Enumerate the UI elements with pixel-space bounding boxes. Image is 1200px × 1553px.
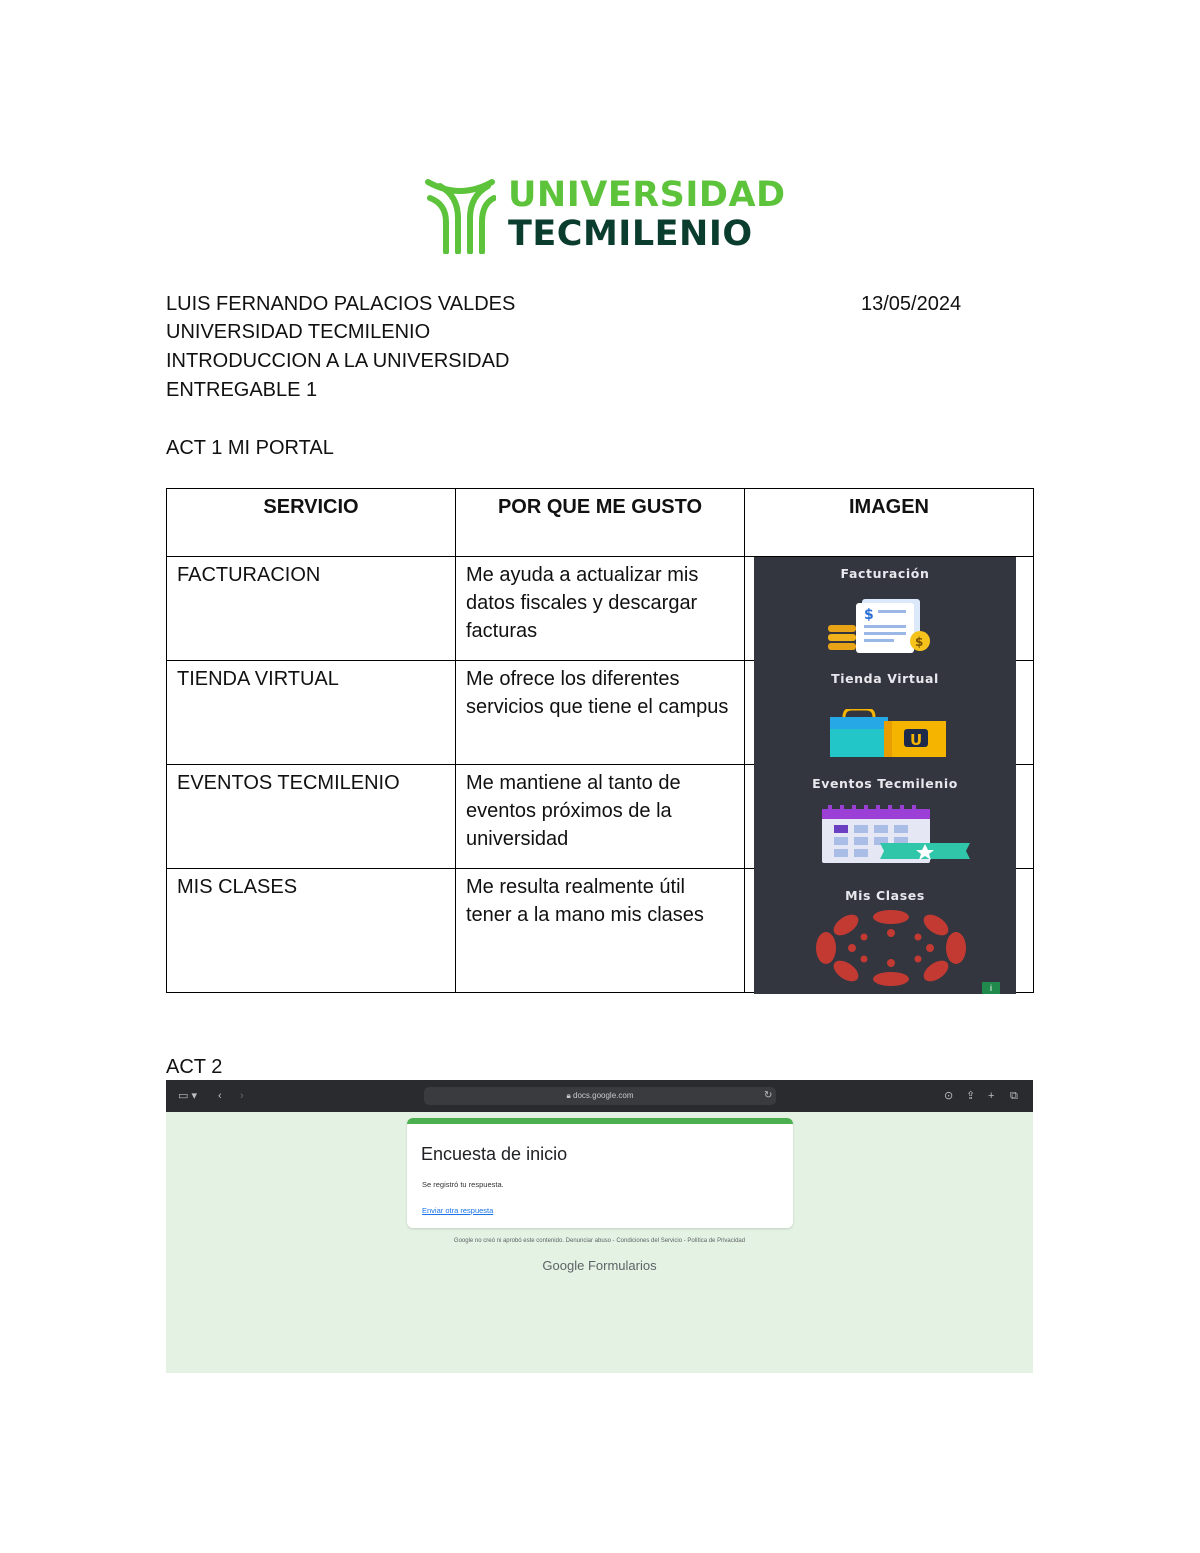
tienda-virtual-label: Tienda Virtual (831, 671, 939, 686)
reason-cell: Me ayuda a actualizar mis datos fiscales y descargar facturas (456, 557, 745, 661)
course-name: INTRODUCCION A LA UNIVERSIDAD (166, 350, 510, 372)
service-cell: TIENDA VIRTUAL (167, 661, 456, 765)
act1-title: ACT 1 MI PORTAL (166, 437, 334, 459)
new-tab-icon[interactable]: + (988, 1090, 995, 1102)
facturacion-label: Facturación (840, 566, 930, 581)
browser-screenshot (166, 1080, 1033, 1373)
google-forms-brand: Google Formularios (542, 1258, 657, 1273)
mis-clases-label: Mis Clases (845, 888, 925, 903)
svg-text:$: $ (915, 635, 924, 649)
svg-text:$: $ (864, 607, 874, 623)
document-date: 13/05/2024 (861, 293, 962, 315)
reload-icon[interactable]: ↻ (764, 1090, 773, 1101)
header-por-que: POR QUE ME GUSTO (456, 489, 745, 557)
portal-screenshot (754, 557, 1016, 994)
service-cell: EVENTOS TECMILENIO (167, 765, 456, 869)
logo-line2: TECMILENIO (508, 214, 753, 254)
form-footer: Google no creó ni aprobó este contenido. Denunciar abuso - Condiciones del Servicio - Política de Privacidad (453, 1238, 746, 1244)
form-title: Encuesta de inicio (421, 1144, 568, 1164)
table-header-row (167, 489, 1034, 557)
logo-line1: UNIVERSIDAD (508, 175, 786, 215)
university-name: UNIVERSIDAD TECMILENIO (166, 321, 431, 343)
deliverable-label: ENTREGABLE 1 (166, 379, 318, 401)
university-logo (424, 176, 784, 256)
info-icon: i (982, 982, 1000, 994)
tecmilenio-tree-icon (424, 178, 496, 254)
invoice-icon (824, 595, 944, 657)
sidebar-icon[interactable]: ▭ ▾ (178, 1090, 197, 1102)
url-text: docs.google.com (573, 1091, 634, 1100)
reason-cell: Me mantiene al tanto de eventos próximos de la universidad (456, 765, 745, 869)
header-imagen: IMAGEN (745, 489, 1034, 557)
eventos-label: Eventos Tecmilenio (812, 776, 958, 791)
forward-icon[interactable]: › (240, 1090, 244, 1102)
form-response-card (407, 1118, 793, 1228)
calendar-ticket-icon (820, 805, 976, 865)
lock-icon: 🔒︎ (566, 1091, 571, 1100)
download-icon[interactable]: ⊙ (944, 1090, 954, 1102)
svg-text:U: U (910, 731, 923, 749)
browser-toolbar (166, 1080, 1033, 1112)
shopping-bags-icon (826, 709, 950, 757)
service-cell: FACTURACION (167, 557, 456, 661)
service-cell: MIS CLASES (167, 869, 456, 993)
response-message: Se registró tu respuesta. (422, 1180, 504, 1189)
reason-cell: Me ofrece los diferentes servicios que tiene el campus (456, 661, 745, 765)
canvas-logo-icon (812, 903, 970, 987)
header-servicio: SERVICIO (167, 489, 456, 557)
reason-cell: Me resulta realmente útil tener a la mano mis clases (456, 869, 745, 993)
share-icon[interactable]: ⇪ (966, 1090, 976, 1102)
student-name: LUIS FERNANDO PALACIOS VALDES (166, 293, 516, 315)
back-icon[interactable]: ‹ (218, 1090, 222, 1102)
address-bar[interactable] (424, 1087, 776, 1105)
act2-title: ACT 2 (166, 1056, 223, 1078)
submit-another-link[interactable]: Enviar otra respuesta (422, 1206, 494, 1215)
tabs-overview-icon[interactable]: ⧉ (1010, 1090, 1018, 1102)
